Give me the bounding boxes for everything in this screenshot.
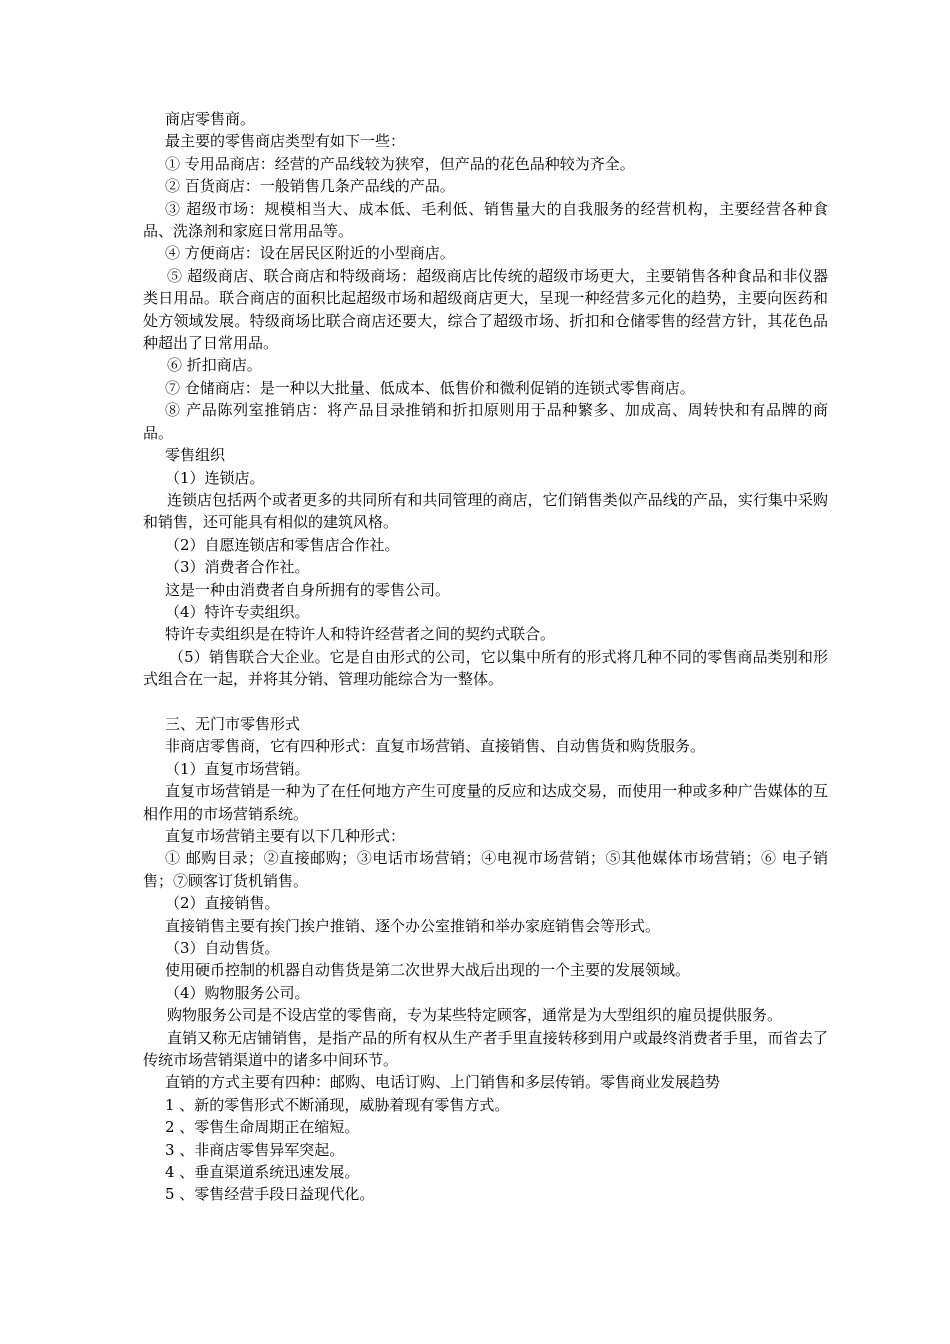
list-item: ② 百货商店：一般销售几条产品线的产品。	[165, 177, 455, 196]
paragraph: 使用硬币控制的机器自动售货是第二次世界大战后出现的一个主要的发展领域。	[165, 961, 691, 980]
list-item: ④ 方便商店：设在居民区附近的小型商店。	[165, 244, 455, 263]
list-item: ⑥ 折扣商店。	[167, 356, 262, 375]
list-item: 5 、零售经营手段日益现代化。	[165, 1185, 375, 1204]
list-item: ① 邮购目录；②直接邮购；③电话市场营销；④电视市场营销；⑤其他媒体市场营销；⑥ 电子销售；⑦顾客订货机销售。	[143, 849, 828, 890]
list-item: 4 、垂直渠道系统迅速发展。	[165, 1163, 360, 1182]
subheading: （4）购物服务公司。	[165, 983, 310, 1002]
subheading: （1）连锁店。	[165, 468, 265, 487]
paragraph: 最主要的零售商店类型有如下一些：	[165, 132, 406, 151]
paragraph: 连锁店包括两个或者更多的共同所有和共同管理的商店，它们销售类似产品线的产品，实行集中采购和销售，还可能具有相似的建筑风格。	[143, 490, 828, 532]
document-body	[143, 108, 828, 1206]
paragraph: 直复市场营销是一种为了在任何地方产生可度量的反应和达成交易，而使用一种或多种广告媒体的互相作用的市场营销系统。	[143, 782, 828, 823]
paragraph: 直接销售主要有挨门挨户推销、逐个办公室推销和举办家庭销售会等形式。	[165, 916, 661, 935]
list-item: ③ 超级市场：规模相当大、成本低、毛利低、销售量大的自我服务的经营机构，主要经营各种食品、洗涤剂和家庭日常用品等。	[143, 199, 828, 241]
section-heading: 零售组织	[165, 446, 226, 465]
subheading: （2）直接销售。	[165, 894, 280, 913]
paragraph: 购物服务公司是不设店堂的零售商，专为某些特定顾客，通常是为大型组织的雇员提供服务。	[167, 1006, 783, 1025]
subheading: （2）自愿连锁店和零售店合作社。	[165, 535, 400, 554]
list-item: ⑤ 超级商店、联合商店和特级商场：超级商店比传统的超级市场更大，主要销售各种食品和非仪器类日用品。联合商店的面积比起超级市场和超级商店更大，呈现一种经营多元化的趋势，主要向医药和处方领域发展。特级商场比联合商店还要大，综合了超级市场、折扣和仓储零售的经营方针，其花色品种超出了日常用品。	[143, 266, 828, 353]
paragraph: 直复市场营销主要有以下几种形式：	[165, 826, 406, 845]
paragraph: 特许专卖组织是在特许人和特许经营者之间的契约式联合。	[165, 625, 556, 644]
paragraph: 这是一种由消费者自身所拥有的零售公司。	[165, 580, 451, 599]
subheading: （3）消费者合作社。	[165, 558, 310, 577]
section-heading: 三、无门市零售形式	[165, 714, 301, 733]
list-item: ⑦ 仓储商店：是一种以大批量、低成本、低售价和微利促销的连锁式零售商店。	[165, 378, 695, 397]
paragraph: 直销又称无店铺销售，是指产品的所有权从生产者手里直接转移到用户或最终消费者手里，而省去了传统市场营销渠道中的诸多中间环节。	[143, 1028, 828, 1070]
paragraph: 商店零售商。	[165, 110, 256, 128]
list-item: 3 、非商店零售异军突起。	[165, 1140, 345, 1159]
subheading: （4）特许专卖组织。	[165, 602, 310, 621]
list-item: 1 、新的零售形式不断涌现，威胁着现有零售方式。	[165, 1095, 510, 1114]
subheading: （3）自动售货。	[165, 939, 280, 958]
list-item: ⑧ 产品陈列室推销店：将产品目录推销和折扣原则用于品种繁多、加成高、周转快和有品牌的商品。	[143, 401, 828, 442]
subheading: （5）销售联合大企业。它是自由形式的公司，它以集中所有的形式将几种不同的零售商品类别和形式组合在一起，并将其分销、管理功能综合为一整体。	[143, 647, 828, 689]
list-item: ① 专用品商店：经营的产品线较为狭窄，但产品的花色品种较为齐全。	[165, 154, 635, 173]
paragraph: 直销的方式主要有四种：邮购、电话订购、上门销售和多层传销。零售商业发展趋势	[165, 1073, 721, 1092]
list-item: 2 、零售生命周期正在缩短。	[165, 1118, 360, 1137]
paragraph: 非商店零售商，它有四种形式：直复市场营销、直接销售、自动售货和购货服务。	[165, 737, 706, 756]
blank-line	[143, 691, 828, 713]
subheading: （1）直复市场营销。	[165, 759, 310, 778]
